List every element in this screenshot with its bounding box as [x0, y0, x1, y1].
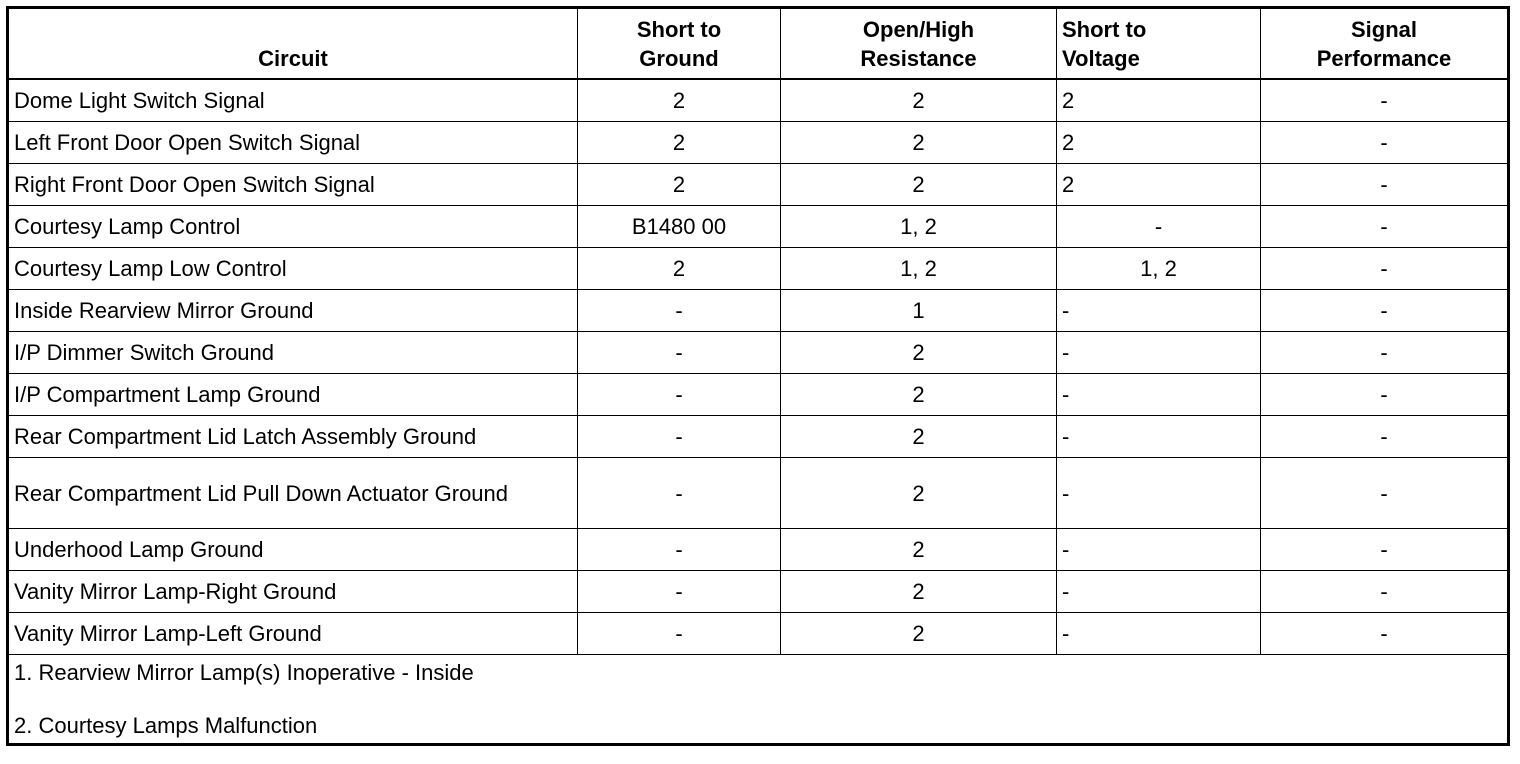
open-high-resistance-cell: 2	[781, 79, 1057, 122]
circuit-cell: I/P Compartment Lamp Ground	[8, 374, 578, 416]
header-short-to-ground: Short to Ground	[578, 8, 781, 80]
signal-performance-cell: -	[1261, 248, 1509, 290]
open-high-resistance-cell: 2	[781, 164, 1057, 206]
short-to-ground-cell: 2	[578, 164, 781, 206]
short-to-ground-cell: -	[578, 571, 781, 613]
table-row	[8, 416, 1509, 458]
table-row	[8, 613, 1509, 655]
circuit-cell: I/P Dimmer Switch Ground	[8, 332, 578, 374]
short-to-ground-cell: -	[578, 332, 781, 374]
open-high-resistance-cell: 2	[781, 332, 1057, 374]
signal-performance-cell: -	[1261, 613, 1509, 655]
signal-performance-cell: -	[1261, 290, 1509, 332]
open-high-resistance-cell: 1, 2	[781, 206, 1057, 248]
table-row	[8, 332, 1509, 374]
header-signal-performance: Signal Performance	[1261, 8, 1509, 80]
open-high-resistance-cell: 2	[781, 613, 1057, 655]
short-to-voltage-cell: -	[1057, 416, 1261, 458]
notes-cell	[8, 655, 1509, 745]
note-2: 2. Courtesy Lamps Malfunction	[14, 713, 318, 738]
signal-performance-cell: -	[1261, 332, 1509, 374]
open-high-resistance-cell: 2	[781, 571, 1057, 613]
short-to-voltage-cell: -	[1057, 206, 1261, 248]
header-circuit: Circuit	[8, 8, 578, 80]
table-row	[8, 529, 1509, 571]
short-to-voltage-cell: -	[1057, 571, 1261, 613]
short-to-ground-cell: 2	[578, 79, 781, 122]
signal-performance-cell: -	[1261, 529, 1509, 571]
signal-performance-cell: -	[1261, 374, 1509, 416]
short-to-voltage-cell: -	[1057, 332, 1261, 374]
header-open-high-resistance: Open/High Resistance	[781, 8, 1057, 80]
short-to-voltage-cell: 1, 2	[1057, 248, 1261, 290]
signal-performance-cell: -	[1261, 122, 1509, 164]
short-to-ground-cell: B1480 00	[578, 206, 781, 248]
short-to-voltage-cell: -	[1057, 458, 1261, 529]
circuit-cell: Vanity Mirror Lamp-Right Ground	[8, 571, 578, 613]
short-to-ground-cell: -	[578, 458, 781, 529]
table-row	[8, 248, 1509, 290]
short-to-ground-cell: 2	[578, 122, 781, 164]
short-to-ground-cell: 2	[578, 248, 781, 290]
open-high-resistance-cell: 2	[781, 529, 1057, 571]
short-to-ground-cell: -	[578, 529, 781, 571]
table-row	[8, 122, 1509, 164]
circuit-cell: Courtesy Lamp Low Control	[8, 248, 578, 290]
table-row	[8, 206, 1509, 248]
circuit-cell: Inside Rearview Mirror Ground	[8, 290, 578, 332]
signal-performance-cell: -	[1261, 416, 1509, 458]
circuit-cell: Rear Compartment Lid Pull Down Actuator Ground	[8, 458, 578, 529]
notes-row	[8, 655, 1509, 745]
signal-performance-cell: -	[1261, 571, 1509, 613]
short-to-voltage-cell: -	[1057, 374, 1261, 416]
header-row	[8, 8, 1509, 80]
circuit-cell: Vanity Mirror Lamp-Left Ground	[8, 613, 578, 655]
circuit-cell: Underhood Lamp Ground	[8, 529, 578, 571]
short-to-ground-cell: -	[578, 374, 781, 416]
open-high-resistance-cell: 2	[781, 374, 1057, 416]
open-high-resistance-cell: 1, 2	[781, 248, 1057, 290]
short-to-ground-cell: -	[578, 290, 781, 332]
short-to-voltage-cell: -	[1057, 613, 1261, 655]
signal-performance-cell: -	[1261, 164, 1509, 206]
short-to-voltage-cell: 2	[1057, 164, 1261, 206]
short-to-ground-cell: -	[578, 416, 781, 458]
signal-performance-cell: -	[1261, 458, 1509, 529]
short-to-voltage-cell: 2	[1057, 79, 1261, 122]
signal-performance-cell: -	[1261, 79, 1509, 122]
short-to-voltage-cell: -	[1057, 529, 1261, 571]
circuit-cell: Right Front Door Open Switch Signal	[8, 164, 578, 206]
circuit-diagnostic-table	[6, 6, 1510, 746]
circuit-cell: Left Front Door Open Switch Signal	[8, 122, 578, 164]
open-high-resistance-cell: 1	[781, 290, 1057, 332]
table-row	[8, 164, 1509, 206]
table-row	[8, 290, 1509, 332]
open-high-resistance-cell: 2	[781, 122, 1057, 164]
open-high-resistance-cell: 2	[781, 416, 1057, 458]
table-row	[8, 374, 1509, 416]
table-row	[8, 458, 1509, 529]
note-1: 1. Rearview Mirror Lamp(s) Inoperative - Inside	[14, 660, 474, 685]
signal-performance-cell: -	[1261, 206, 1509, 248]
table-row	[8, 79, 1509, 122]
short-to-ground-cell: -	[578, 613, 781, 655]
short-to-voltage-cell: 2	[1057, 122, 1261, 164]
short-to-voltage-cell: -	[1057, 290, 1261, 332]
circuit-cell: Rear Compartment Lid Latch Assembly Ground	[8, 416, 578, 458]
header-short-to-voltage: Short to Voltage	[1057, 8, 1261, 80]
circuit-cell: Courtesy Lamp Control	[8, 206, 578, 248]
table-row	[8, 571, 1509, 613]
open-high-resistance-cell: 2	[781, 458, 1057, 529]
note-spacer	[14, 687, 1502, 711]
circuit-cell: Dome Light Switch Signal	[8, 79, 578, 122]
